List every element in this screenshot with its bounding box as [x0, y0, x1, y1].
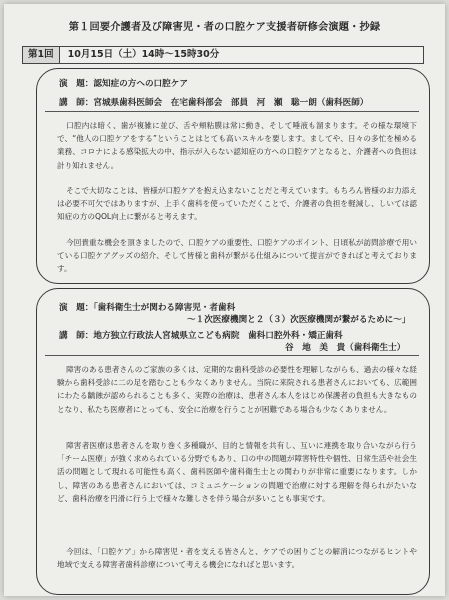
lecture-2-paragraph-3: 今回は、「口腔ケア」から障害児・者を支える皆さんと、ケアでの困りごとの解消につながるヒントや地域で支える障害者歯科診療について考える機会になればと思います。	[57, 547, 417, 570]
lecture-1-divider	[45, 111, 419, 112]
lecture-2-paragraph-2: 障害者医療は患者さんを取り巻く多種職が、目的と情報を共有し、互いに連携を取り合いながら行う「チーム医療」が強く求められている分野でもあり、口の中の問題が障害特性や個性、日常生活や社会生活の問題として現れる可能性も高く、歯科医師や歯科衛生士との関わりが非常に重要になります。しかし、障害のある患者さんにおいては、コミュニケーションの問題で治療に対する理解を得られがたいなど、歯科治療を円滑に行う上で様々な難しさを伴う場合が多いことも事実です。	[57, 441, 417, 503]
lecture-2-speaker-line-2: 谷 地 美 貴（歯科衛生士）	[285, 343, 406, 353]
lecture-1-box	[36, 68, 430, 284]
page-title: 第１回要介護者及び障害児・者の口腔ケア支援者研修会演題・抄録	[68, 22, 381, 33]
lecture-2-divider	[45, 355, 419, 356]
session-number: 第1回	[23, 47, 60, 63]
lecture-1-topic-label: 演 題：	[59, 79, 94, 89]
lecture-1-speaker-row	[59, 96, 368, 108]
lecture-1-paragraph-2: そこで大切なことは、皆様が口腔ケアを抱え込まないことだと考えています。もちろん皆様のお力添えは必要不可欠ではありますが、上手く歯科を使っていただくことで、介護者の負担を軽減し、しいては認知症の方のQOL向上に繋がると考えます。	[57, 186, 417, 222]
lecture-1-topic-row	[59, 77, 188, 89]
lecture-2-topic-line-2: ～１次医療機関と２（３）次医療機関が繋がるために～」	[187, 315, 411, 325]
lecture-1-speaker: 宮城県歯科医師会 在宅歯科部会 部員 河 瀬 聡一朗（歯科医師）	[93, 98, 369, 108]
lecture-2-topic-label: 演 題：	[59, 303, 94, 313]
lecture-2-speaker-line-1: 地方独立行政法人宮城県立こども病院 歯科口腔外科・矯正歯科	[93, 331, 343, 341]
lecture-1-paragraph-3: 今回貴重な機会を頂きましたので、口腔ケアの重要性、口腔ケアのポイント、日頃私が訪問診療で用いている口腔ケアグッズの紹介、そして皆様と歯科が繋がる仕組みについて提言ができればと考えております。	[57, 238, 417, 274]
document-page	[4, 4, 445, 596]
lecture-1-speaker-label: 講 師：	[59, 98, 94, 108]
session-info-bar	[22, 46, 424, 64]
lecture-2-topic-line-1: 「歯科衛生士が関わる障害児・者歯科	[93, 303, 236, 313]
lecture-2-speaker-label: 講 師：	[59, 331, 94, 341]
lecture-1-topic: 認知症の方への口腔ケア	[93, 79, 188, 89]
lecture-2-box	[36, 288, 430, 595]
lecture-2-paragraph-1: 障害のある患者さんのご家族の多くは、定期的な歯科受診の必要性を理解しながらも、過去の様々な経験から歯科受診に二の足を踏むことも少なくありません。当院に来院される患者さんにおいても、広範囲にわたる齲蝕が認められることも多く、実際の治療は、患者さん本人をはじめ保護者の負担も大きなものとなり、私たち医療者にとっても、安全に治療を行うことが困難である場合も少なくありません。	[57, 365, 417, 414]
lecture-2-speaker-row	[59, 329, 343, 341]
session-date: 10月15日（土）14時～15時30分	[67, 49, 220, 60]
lecture-1-paragraph-1: 口腔内は暗く、歯が複雑に並び、舌や頬粘膜は常に動き、そして唾液も溜まります。その様な環境下で、“他人の口腔ケアをする”ということはとても高いスキルを要します。ましてや、日々の多忙を極める業務、コロナによる感染拡大の中、指示が入らない認知症の方への口腔ケアとなると、介護者への負担は計り知れません。	[57, 121, 417, 170]
lecture-2-topic-row	[59, 301, 235, 313]
